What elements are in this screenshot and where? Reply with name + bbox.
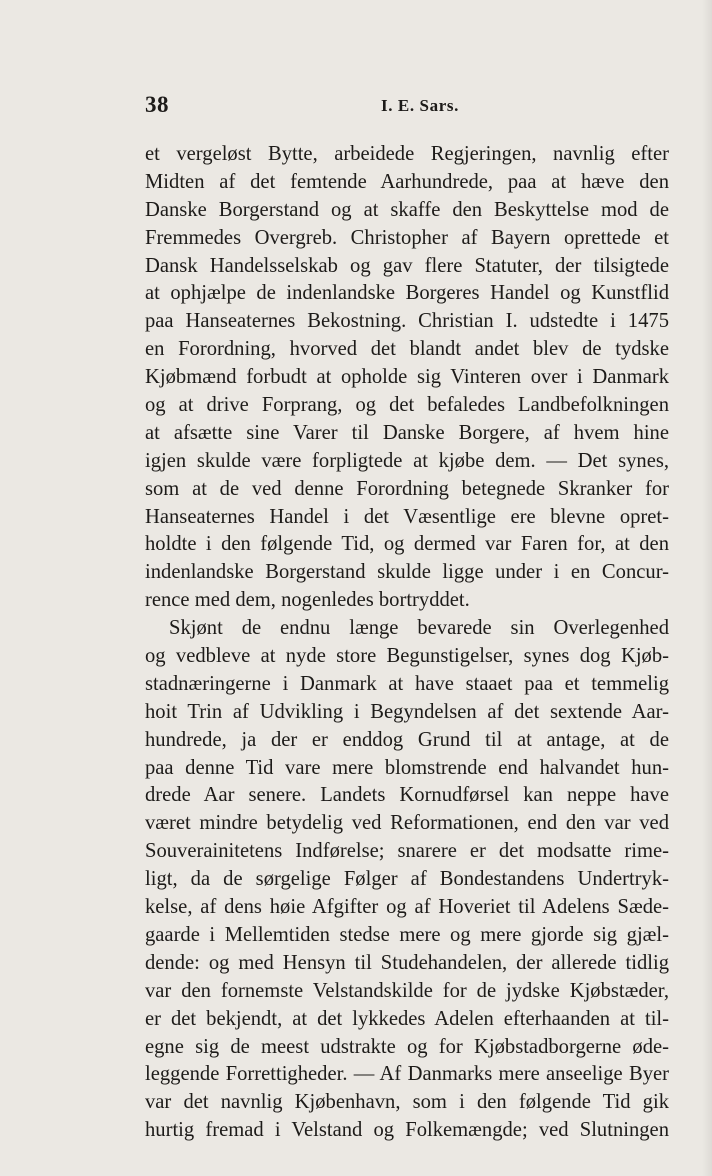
text-line: egne sig de meest udstrakte og for Kjøbstadborgerne øde- xyxy=(145,1035,669,1058)
text-line: været mindre betydelig ved Reformationen, end den var ved xyxy=(145,812,669,835)
running-head: I. E. Sars. xyxy=(381,96,459,115)
page-edge-shadow xyxy=(702,0,712,1176)
text-line: en Forordning, hvorved det blandt andet blev de tydske xyxy=(145,338,669,361)
text-line: paa denne Tid vare mere blomstrende end halvandet hun- xyxy=(145,756,669,779)
text-line: Midten af det femtende Aarhundrede, paa at hæve den xyxy=(145,170,669,193)
text-line: var det navnlig Kjøbenhavn, som i den følgende Tid gik xyxy=(145,1091,669,1114)
text-line: hoit Trin af Udvikling i Begyndelsen af det sextende Aar- xyxy=(145,700,669,723)
text-line: kelse, af dens høie Afgifter og af Hoveriet til Adelens Sæde- xyxy=(145,896,669,919)
page-number: 38 xyxy=(145,92,169,117)
text-line: igjen skulde være forpligtede at kjøbe dem. — Det synes, xyxy=(145,449,669,472)
text-line: indenlandske Borgerstand skulde ligge under i en Concur- xyxy=(145,561,669,584)
text-line: Fremmedes Overgreb. Christopher af Bayern oprettede et xyxy=(145,226,669,249)
text-line: Kjøbmænd forbudt at opholde sig Vinteren over i Danmark xyxy=(145,366,669,389)
text-line: og vedbleve at nyde store Begunstigelser, synes dog Kjøb- xyxy=(145,645,669,668)
text-line: hurtig fremad i Velstand og Folkemængde; ved Slutningen xyxy=(145,1119,669,1142)
page-header xyxy=(145,92,656,124)
text-line: drede Aar senere. Landets Kornudførsel kan neppe have xyxy=(145,784,669,807)
text-line: Hanseaternes Handel i det Væsentlige ere blevne opret- xyxy=(145,505,669,528)
text-line: at ophjælpe de indenlandske Borgeres Handel og Kunstflid xyxy=(145,282,669,305)
body-text xyxy=(145,141,669,1145)
text-line: ligt, da de sørgelige Følger af Bondestandens Undertryk- xyxy=(145,868,669,891)
text-line: at afsætte sine Varer til Danske Borgere, af hvem hine xyxy=(145,421,669,444)
text-line-paragraph-end: rence med dem, nogenledes bortryddet. xyxy=(145,589,470,612)
text-line: og at drive Forprang, og det befaledes Landbefolkningen xyxy=(145,394,669,417)
text-line: et vergeløst Bytte, arbeidede Regjeringen, navnlig efter xyxy=(145,143,669,165)
text-line: dende: og med Hensyn til Studehandelen, der allerede tidlig xyxy=(145,951,669,974)
text-line: stadnæringerne i Danmark at have staaet paa et temmelig xyxy=(145,672,669,695)
text-line: Dansk Handelsselskab og gav flere Statuter, der tilsigtede xyxy=(145,254,669,277)
text-line: hundrede, ja der er enddog Grund til at antage, at de xyxy=(145,728,669,751)
text-line: leggende Forrettigheder. — Af Danmarks mere anseelige Byer xyxy=(145,1063,669,1086)
text-line: gaarde i Mellemtiden stedse mere og mere gjorde sig gjæl- xyxy=(145,923,669,946)
text-line: var den fornemste Velstandskilde for de jydske Kjøbstæder, xyxy=(145,979,669,1002)
text-line: Souverainitetens Indførelse; snarere er det modsatte rime- xyxy=(145,840,669,863)
text-line: Danske Borgerstand og at skaffe den Beskyttelse mod de xyxy=(145,198,669,221)
text-line: holdte i den følgende Tid, og dermed var Faren for, at den xyxy=(145,533,669,556)
text-line-paragraph-start: Skjønt de endnu længe bevarede sin Overlegenhed xyxy=(169,617,669,640)
text-line: som at de ved denne Forordning betegnede Skranker for xyxy=(145,477,669,500)
text-line: er det bekjendt, at det lykkedes Adelen efterhaanden at til- xyxy=(145,1007,669,1030)
text-line: paa Hanseaternes Bekostning. Christian I. udstedte i 1475 xyxy=(145,310,669,333)
